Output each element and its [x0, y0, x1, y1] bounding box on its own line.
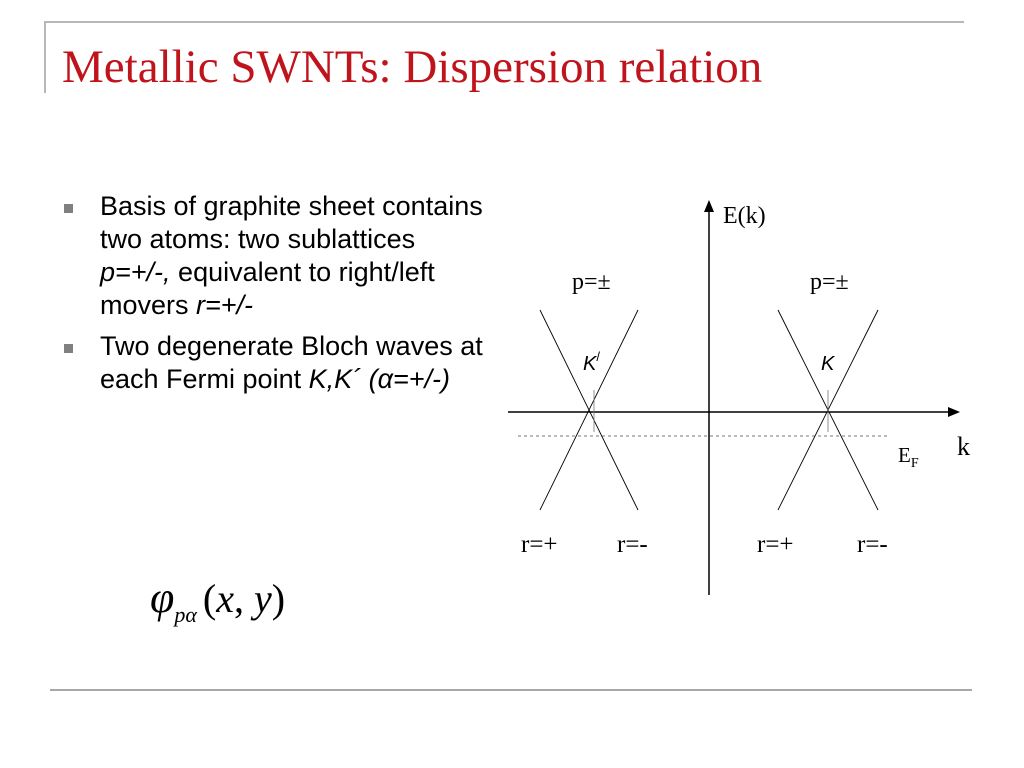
right-r-minus-label: r=-: [857, 531, 888, 558]
x-axis-label: k: [957, 432, 970, 461]
k-prime-letter: K: [583, 353, 597, 375]
left-r-plus-label: r=+: [521, 531, 558, 558]
k-prime-mark: /: [596, 349, 600, 364]
formula-open-paren: (: [202, 576, 217, 621]
formula-y: y: [254, 576, 272, 621]
frame-top-rule: [44, 21, 964, 23]
frame-left-rule: [44, 21, 46, 93]
bullet-text-fermi-points: K,K´ (α=+/-): [308, 364, 451, 394]
slide-title: Metallic SWNTs: Dispersion relation: [62, 41, 763, 93]
fermi-label-main: E: [898, 443, 911, 467]
bullet-item-basis: [62, 190, 492, 322]
y-axis-label: E(k): [723, 203, 766, 229]
bullet-item-bloch-waves: [62, 330, 492, 396]
formula-comma: ,: [234, 576, 254, 621]
left-k-prime-label: [583, 349, 600, 375]
fermi-level-label: [898, 443, 919, 471]
right-r-plus-label: r=+: [757, 531, 794, 558]
bullet-text-movers: r=+/-: [196, 290, 254, 320]
formula-x: x: [216, 576, 234, 621]
formula-phi: φ: [150, 573, 175, 622]
bullet-list: [62, 190, 492, 404]
dispersion-diagram: [500, 190, 980, 610]
formula-subscript: pα: [174, 602, 197, 627]
bullet-text: Two degenerate Bloch waves at each Fermi point: [100, 331, 483, 394]
bullet-text: equivalent to right/left movers: [100, 257, 435, 320]
left-p-label: p=±: [572, 269, 611, 295]
bullet-text: Basis of graphite sheet contains two atoms: two sublattices: [100, 191, 483, 254]
bullet-text-sublattice: p=+/-,: [100, 257, 171, 287]
wavefunction-formula: [150, 572, 286, 627]
left-r-minus-label: r=-: [617, 531, 648, 558]
square-bullet-icon: [64, 344, 73, 353]
right-k-label: K: [821, 353, 835, 375]
frame-bottom-rule: [50, 689, 972, 691]
formula-close-paren: ): [271, 576, 286, 621]
fermi-label-subscript: F: [910, 456, 919, 471]
square-bullet-icon: [64, 204, 73, 213]
right-p-label: p=±: [810, 269, 849, 295]
